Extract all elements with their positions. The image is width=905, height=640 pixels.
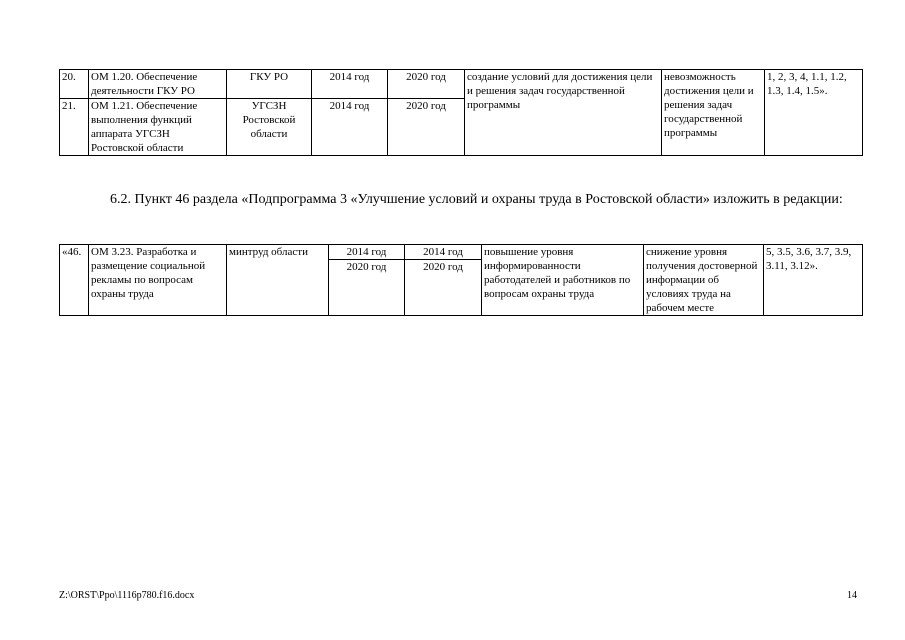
end-year-top: 2014 год [405,245,481,260]
end-year: 2020 год [388,99,465,156]
row-number: 21. [60,99,89,156]
start-year: 2014 год [312,70,388,99]
file-path: Z:\ORST\Ppo\1116p780.f16.docx [59,590,195,601]
executor: ГКУ РО [227,70,312,99]
start-year: 2014 год [312,99,388,156]
table-subprogram-1 [59,69,863,156]
expected-result: повышение уровня информированности работодателей и работников по вопросам охраны труда [482,245,644,316]
consequence: снижение уровня получения достоверной информации об условиях труда на рабочем месте [644,245,764,316]
row-number: «46. [60,245,89,316]
end-year-cell [405,245,482,316]
end-year-bottom: 2020 год [423,261,463,273]
executor: УГСЗН Ростовской области [227,99,312,156]
amendment-paragraph: 6.2. Пункт 46 раздела «Подпрограмма 3 «Улучшение условий и охраны труда в Ростовской области» изложить в редакции: [110,192,843,207]
measure-name: ОМ 1.20. Обеспечение деятельности ГКУ РО [89,70,227,99]
start-year-bottom: 2020 год [346,261,387,273]
row-number: 20. [60,70,89,99]
table-row [60,70,863,99]
related-indicators: 5, 3.5, 3.6, 3.7, 3.9, 3.11, 3.12». [764,245,863,316]
start-year-top: 2014 год [329,245,404,260]
table-row [60,245,863,316]
measure-name: ОМ 3.23. Разработка и размещение социальной рекламы по вопросам охраны труда [89,245,227,316]
end-year: 2020 год [388,70,465,99]
table-subprogram-3 [59,244,863,316]
related-indicators: 1, 2, 3, 4, 1.1, 1.2, 1.3, 1.4, 1.5». [765,70,863,156]
consequence: невозможность достижения цели и решения задач государственной программы [662,70,765,156]
executor: минтруд области [227,245,329,316]
page-number: 14 [847,590,857,601]
expected-result: создание условий для достижения цели и решения задач государственной программы [465,70,662,156]
measure-name: ОМ 1.21. Обеспечение выполнения функций аппарата УГСЗН Ростовской области [89,99,227,156]
start-year-cell [329,245,405,316]
